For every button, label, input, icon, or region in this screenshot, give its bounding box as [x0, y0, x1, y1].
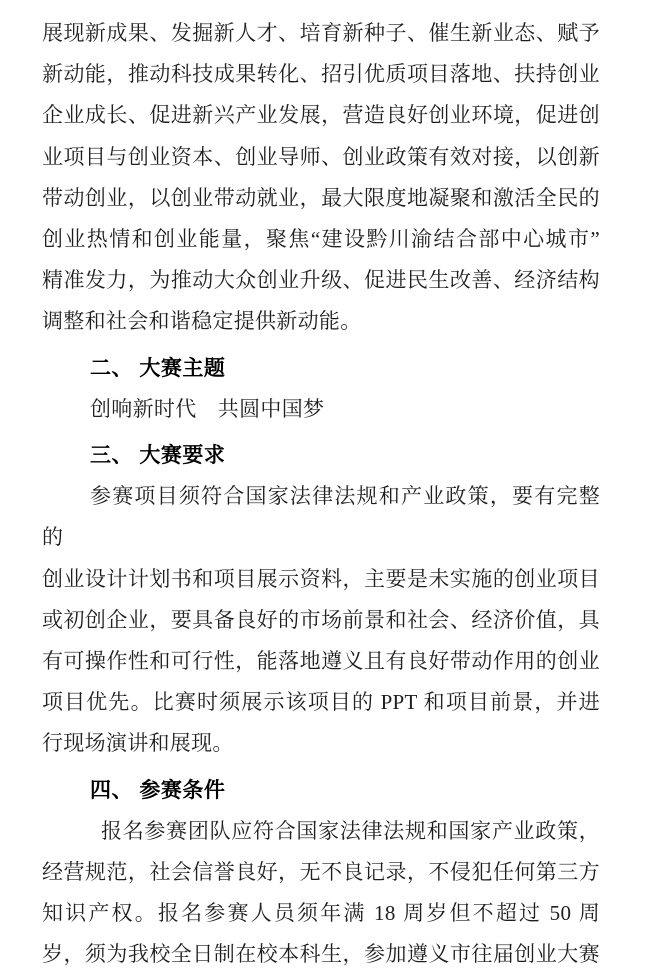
text-line: 有可操作性和可行性，能落地遵义且有良好带动作用的创业: [42, 649, 600, 674]
text-line: 带动创业，以创业带动就业，最大限度地凝聚和激活全民的: [42, 185, 600, 210]
text-line: 岁，须为我校全日制在校本科生，参加遵义市往届创业大赛: [42, 942, 600, 967]
text-line: 创业热情和创业能量，聚焦“建设黔川渝结合部中心城市”: [42, 227, 600, 252]
text-line: 知识产权。报名参赛人员须年满 18 周岁但不超过 50 周: [42, 901, 600, 926]
text-line: 行现场演讲和展现。: [42, 731, 234, 756]
text-line: 经营规范，社会信誉良好，无不良记录，不侵犯任何第三方: [42, 860, 600, 885]
document-body: [42, 13, 600, 976]
section-heading: 二、 大赛主题: [90, 356, 226, 380]
text-line: 项目优先。比赛时须展示该项目的 PPT 和项目前景，并进: [42, 690, 600, 715]
section-heading: 四、 参赛条件: [90, 778, 226, 802]
text-line: 业项目与创业资本、创业导师、创业政策有效对接，以创新: [42, 144, 600, 169]
text-line: 参赛项目须符合国家法律法规和产业政策，要有完整的: [42, 484, 600, 550]
section-heading: 三、 大赛要求: [90, 444, 226, 468]
text-line: 新动能，推动科技成果转化、招引优质项目落地、扶持创业: [42, 62, 600, 87]
text-line: 或初创企业，要具备良好的市场前景和社会、经济价值，具: [42, 607, 600, 632]
text-line: 精准发力，为推动大众创业升级、促进民生改善、经济结构: [42, 268, 600, 293]
text-line: 报名参赛团队应符合国家法律法规和国家产业政策，: [101, 818, 600, 843]
text-line: 展现新成果、发掘新人才、培育新种子、催生新业态、赋予: [42, 21, 600, 45]
text-line: 创响新时代 共圆中国梦: [90, 396, 325, 421]
text-line: 调整和社会和谐稳定提供新动能。: [42, 309, 362, 334]
text-line: 企业成长、促进新兴产业发展，营造良好创业环境，促进创: [42, 103, 600, 128]
text-line: 创业设计计划书和项目展示资料，主要是未实施的创业项目: [42, 566, 600, 591]
